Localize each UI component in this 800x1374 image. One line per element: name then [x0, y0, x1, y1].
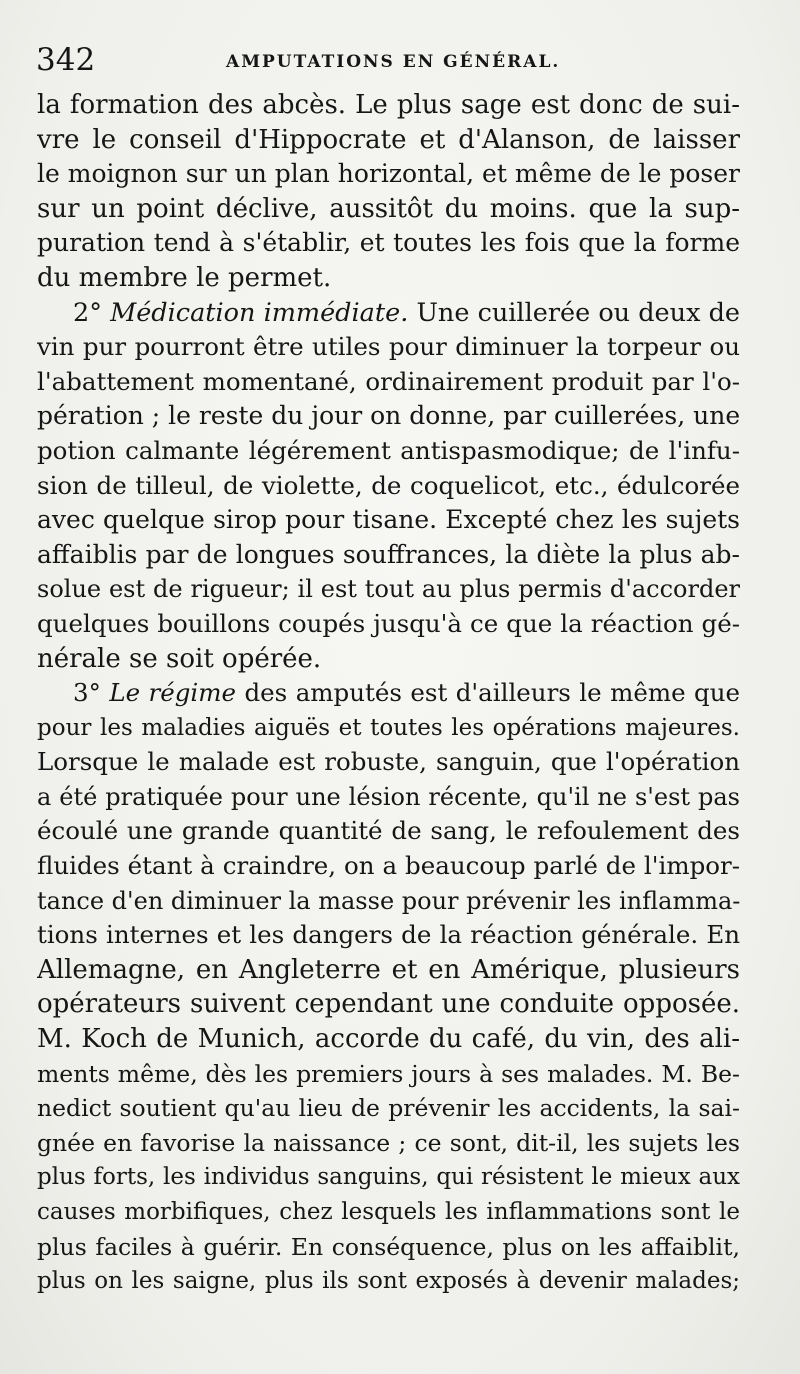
page-number: 342	[36, 42, 96, 78]
text-line: quelques bouillons coupés jusqu'à ce que la réaction gé-	[37, 608, 740, 638]
section-heading-line: 2° Médication immédiate. Une cuillerée ou deux de	[73, 297, 740, 328]
text-line: puration tend à s'établir, et toutes les fois que la forme	[37, 228, 740, 258]
text-line: avec quelque sirop pour tisane. Excepté chez les sujets	[37, 505, 740, 535]
text-line: pération ; le reste du jour on donne, par cuillerées, une	[37, 401, 740, 431]
section-heading-line: 3° Le régime des amputés est d'ailleurs le même que	[73, 678, 740, 708]
text-line: vre le conseil d'Hippocrate et d'Alanson, de laisser	[37, 124, 740, 155]
text-line: causes morbifiques, chez lesquels les inflammations sont le	[37, 1199, 740, 1225]
section-title: Le régime	[109, 678, 237, 708]
section-number: 2°	[73, 297, 111, 328]
text-line: sur un point déclive, aussitôt du moins. que la sup-	[37, 193, 740, 224]
text-line: vin pur pourront être utiles pour diminuer la torpeur ou	[37, 332, 740, 362]
text-line: sion de tilleul, de violette, de coquelicot, etc., édulcorée	[37, 470, 740, 500]
page-header	[36, 40, 736, 80]
section-title: Médication immédiate.	[110, 297, 409, 328]
text-line: plus faciles à guérir. En conséquence, plus on les affaiblit,	[37, 1232, 740, 1261]
text-line: pour les maladies aiguës et toutes les opérations majeures.	[37, 714, 740, 741]
text-line: tions internes et les dangers de la réaction générale. En	[37, 920, 740, 950]
text-line: gnée en favorise la naissance ; ce sont, dit-il, les sujets les	[37, 1128, 740, 1157]
text-line: plus on les saigne, plus ils sont exposés à devenir malades;	[37, 1268, 740, 1295]
text-line: tance d'en diminuer la masse pour prévenir les inflamma-	[37, 886, 740, 915]
body-text	[37, 88, 740, 1299]
text-line: potion calmante légérement antispasmodique; de l'infu-	[37, 435, 740, 465]
text-line: a été pratiquée pour une lésion récente, qu'il ne s'est pas	[37, 782, 740, 811]
text-line: Lorsque le malade est robuste, sanguin, que l'opération	[37, 747, 740, 777]
text-line: M. Koch de Munich, accorde du café, du vin, des ali-	[37, 1024, 740, 1055]
text-line: Allemagne, en Angleterre et en Amérique, plusieurs	[37, 954, 740, 985]
running-title: AMPUTATIONS EN GÉNÉRAL.	[226, 52, 561, 72]
text-line: opérateurs suivent cependant une conduite opposée.	[37, 989, 740, 1020]
text-line: nedict soutient qu'au lieu de prévenir les accidents, la sai-	[37, 1094, 740, 1123]
text-line: ments même, dès les premiers jours à ses malades. M. Be-	[37, 1059, 740, 1088]
text-line: du membre le permet.	[37, 262, 332, 293]
text-line: affaiblis par de longues souffrances, la diète la plus ab-	[37, 539, 740, 569]
text-line: le moignon sur un plan horizontal, et même de le poser	[37, 159, 740, 189]
text-line: solue est de rigueur; il est tout au plus permis d'accorder	[37, 575, 740, 604]
text-line: l'abattement momentané, ordinairement produit par l'o-	[37, 366, 740, 396]
text-line: fluides étant à craindre, on a beaucoup parlé de l'impor-	[37, 851, 740, 881]
text-line: écoulé une grande quantité de sang, le refoulement des	[37, 816, 740, 846]
section-number: 3°	[73, 678, 110, 708]
text-line: plus forts, les individus sanguins, qui résistent le mieux aux	[37, 1164, 740, 1191]
text-line: la formation des abcès. Le plus sage est donc de sui-	[37, 90, 740, 120]
text-line: nérale se soit opérée.	[37, 643, 322, 674]
